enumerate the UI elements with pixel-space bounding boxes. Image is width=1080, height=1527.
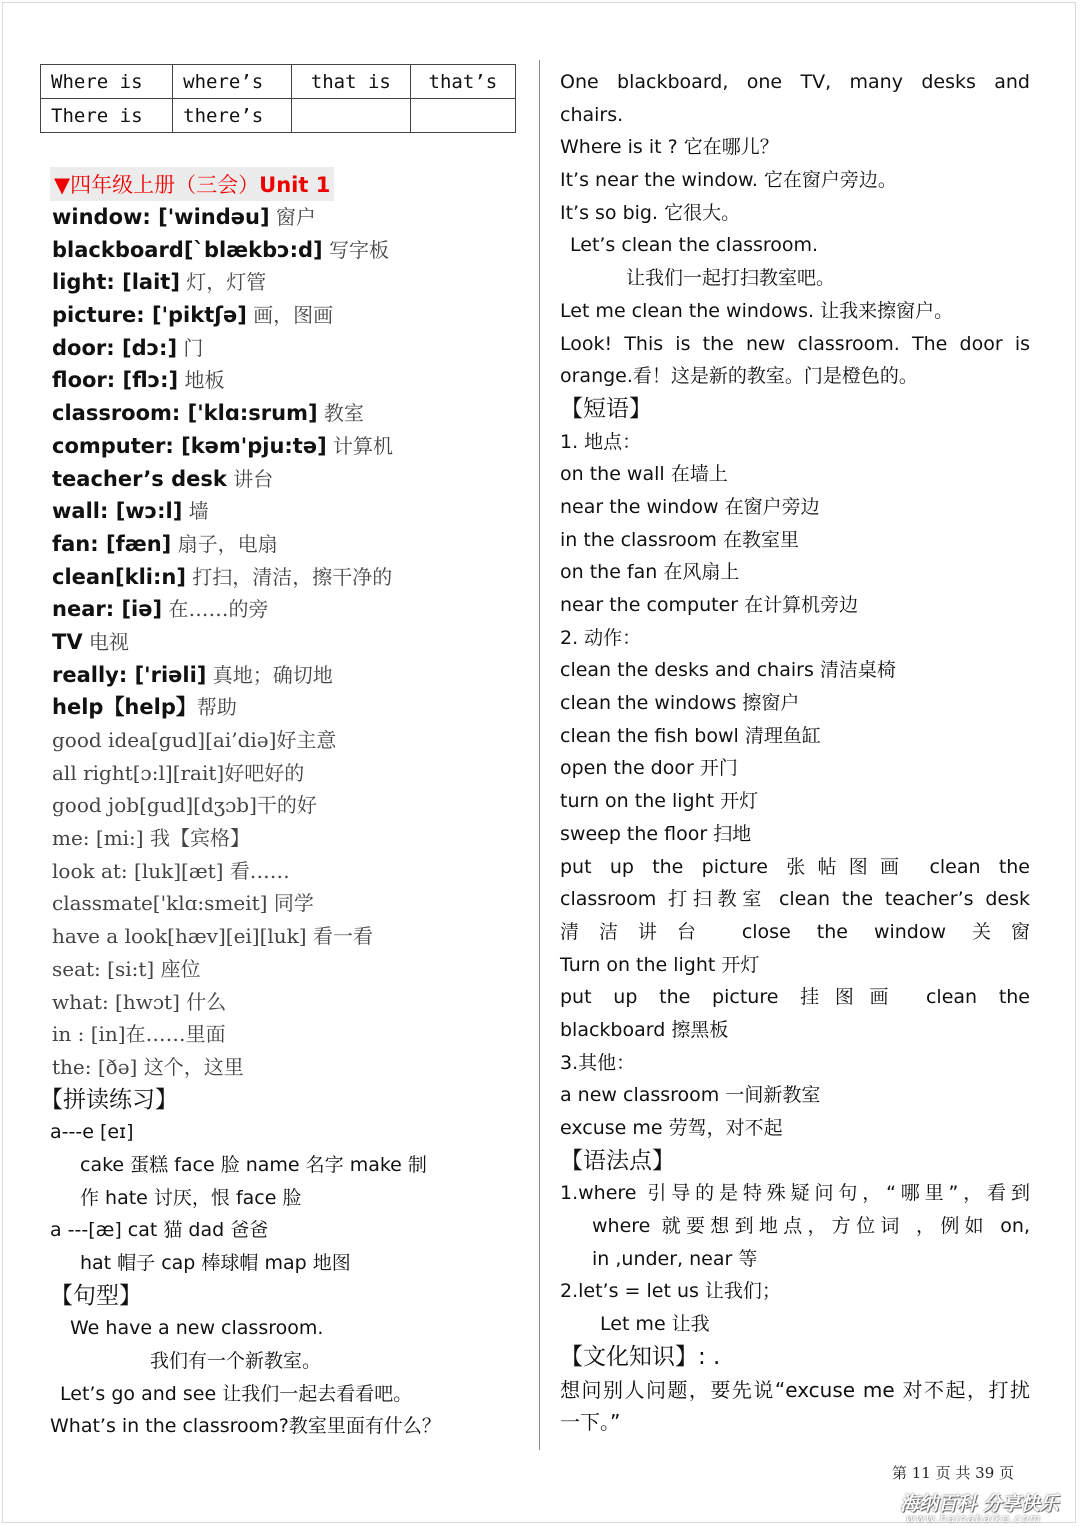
vocab-meaning: 灯，灯管 bbox=[179, 270, 267, 295]
vocab-item bbox=[52, 495, 530, 528]
sentence-line: Let’s go and see 让我们一起去看看吧。 bbox=[60, 1382, 413, 1405]
vocab-word: blackboard bbox=[52, 237, 184, 262]
vocab-phrase-item: good idea[gud][ai’diə]好主意 bbox=[52, 728, 337, 752]
phrase-line: 清洁讲台 close the window 关窗 bbox=[560, 920, 1030, 943]
vocab-item bbox=[52, 397, 530, 430]
intro-line: chairs. bbox=[560, 103, 624, 126]
phrase-line: excuse me 劳驾，对不起 bbox=[560, 1117, 783, 1139]
phrase-line: put up the picture 张帖图画 clean the bbox=[560, 855, 1030, 878]
vocab-item bbox=[52, 593, 530, 626]
spelling-section bbox=[40, 1084, 530, 1280]
phrase-line: on the fan 在风扇上 bbox=[560, 561, 740, 584]
left-column bbox=[40, 64, 530, 1443]
vocab-meaning: 门 bbox=[177, 335, 204, 360]
phrase-line: Turn on the light 开灯 bbox=[560, 953, 760, 976]
vocab-phonetic: [dɔ:] bbox=[121, 335, 178, 360]
phrase-line: 3.其他： bbox=[560, 1051, 636, 1074]
right-column bbox=[560, 66, 1030, 1439]
vocab-phonetic: ['klɑ:srum] bbox=[187, 401, 318, 426]
vocab-phonetic: [wɔ:l] bbox=[115, 499, 183, 524]
vocab-item bbox=[52, 463, 530, 496]
phrase-line: 2. 动作： bbox=[560, 626, 642, 649]
phrases-header: 【短语】 bbox=[560, 395, 652, 422]
vocab-phrase-item: seat: [si:t] 座位 bbox=[52, 956, 201, 981]
vocab-phonetic: [flɔ:] bbox=[122, 368, 179, 393]
watermark-logo-text: 海纳百科 分享快乐 bbox=[900, 1493, 1059, 1515]
vocab-item bbox=[52, 659, 530, 692]
vocab-word: window bbox=[52, 205, 143, 229]
intro-line: Let’s clean the classroom. bbox=[570, 234, 819, 257]
unit-title bbox=[50, 167, 334, 201]
table-cell: that’s bbox=[410, 65, 515, 99]
vocab-item bbox=[52, 430, 530, 463]
vocab-word: light bbox=[52, 270, 107, 295]
vocab-separator: : bbox=[118, 662, 135, 687]
vocab-meaning: 写字板 bbox=[322, 237, 390, 262]
table-row bbox=[41, 65, 516, 99]
vocab-meaning: 地板 bbox=[178, 368, 225, 393]
phrase-line: put up the picture 挂图画 clean the bbox=[560, 986, 1030, 1009]
vocab-separator: : bbox=[106, 368, 123, 393]
spelling-header: 【拼读练习】 bbox=[40, 1086, 178, 1113]
vocab-word: computer bbox=[52, 433, 166, 458]
vocab-word: help bbox=[52, 695, 104, 720]
vocab-separator: : bbox=[105, 597, 122, 622]
vocab-meaning: 打扫，清洁，擦干净的 bbox=[185, 564, 393, 589]
spelling-line: cake 蛋糕 face 脸 name 名字 make 制 bbox=[80, 1153, 427, 1176]
vocab-item bbox=[52, 299, 530, 332]
grammar-line: 2.let’s = let us 让我们； bbox=[560, 1280, 781, 1303]
vocab-phrase-item: me: [mi:] 我【宾格】 bbox=[52, 826, 250, 851]
vocab-item bbox=[52, 234, 530, 267]
vocab-word: TV bbox=[52, 629, 83, 654]
spelling-line: 作 hate 讨厌，恨 face 脸 bbox=[80, 1186, 302, 1209]
phrase-line: turn on the light 开灯 bbox=[560, 790, 759, 813]
culture-line: 想问别人问题，要先说“excuse me 对不起，打扰 bbox=[560, 1377, 1030, 1402]
vocab-separator: : bbox=[142, 205, 159, 229]
vocab-item bbox=[52, 626, 530, 659]
vocab-separator: : bbox=[106, 270, 123, 295]
grammar-line: 1.where 引导的是特殊疑问句，“哪里”，看到 bbox=[560, 1182, 1030, 1205]
table-cell: where’s bbox=[173, 65, 292, 99]
vocab-item bbox=[52, 201, 530, 234]
sentences-section bbox=[40, 1280, 530, 1443]
vocab-phonetic: 【help】 bbox=[103, 695, 197, 720]
intro-line: It’s near the window. 它在窗户旁边。 bbox=[560, 169, 897, 192]
vocab-phonetic: ['windəu] bbox=[158, 205, 270, 229]
vocab-meaning: 讲台 bbox=[226, 466, 274, 491]
vocab-word: teacher’s desk bbox=[52, 466, 227, 491]
table-cell: Where is bbox=[41, 65, 173, 99]
vocab-phrase-item: what: [hwɔt] 什么 bbox=[52, 989, 227, 1014]
vocab-meaning: 在……的旁 bbox=[162, 597, 269, 622]
vocab-phrase-item: all right[ɔ:l][rait]好吧好的 bbox=[52, 760, 305, 785]
vocab-phrase-item: look at: [luk][æt] 看…… bbox=[52, 858, 290, 883]
grammar-line: in ,under, near 等 bbox=[592, 1247, 758, 1270]
table-cell bbox=[291, 99, 410, 133]
intro-line: Let me clean the windows. 让我来擦窗户。 bbox=[560, 299, 954, 322]
grammar-line: where 就要想到地点，方位词 ，例如 on, bbox=[592, 1215, 1030, 1238]
vocab-phonetic: [`blækbɔ:d] bbox=[183, 237, 323, 262]
vocab-meaning: 计算机 bbox=[326, 433, 394, 458]
culture-line: 一下。” bbox=[560, 1410, 621, 1435]
intro-line: One blackboard, one TV, many desks and bbox=[560, 71, 1030, 93]
phrase-line: classroom 打扫教室 clean the teacher’s desk bbox=[560, 888, 1030, 911]
vocab-word: near bbox=[52, 597, 106, 622]
vocab-separator: : bbox=[90, 531, 106, 556]
vocab-phrase-item: the: [ðə] 这个，这里 bbox=[52, 1054, 244, 1079]
phrase-line: open the door 开门 bbox=[560, 757, 738, 780]
vocab-separator: : bbox=[171, 401, 188, 426]
sentence-line: What’s in the classroom?教室里面有什么？ bbox=[50, 1415, 441, 1438]
vocab-meaning: 真地；确切地 bbox=[206, 662, 333, 687]
grammar-line: Let me 让我 bbox=[600, 1313, 710, 1336]
table-cell: that is bbox=[291, 65, 410, 99]
spelling-line: a---e [eɪ] bbox=[50, 1121, 134, 1144]
phrase-line: near the computer 在计算机旁边 bbox=[560, 594, 859, 616]
contraction-table bbox=[40, 64, 516, 133]
vocab-phonetic: [kli:n] bbox=[115, 564, 186, 589]
vocab-word: door bbox=[52, 335, 107, 360]
vocab-phonetic: [kəm'pju:tə] bbox=[181, 433, 327, 458]
phrase-line: a new classroom 一间新教室 bbox=[560, 1084, 821, 1107]
vocab-phrase-item: good job[gud][dʒɔb]干的好 bbox=[52, 793, 317, 818]
vocab-meaning: 教室 bbox=[317, 401, 364, 426]
culture-header: 【文化知识】: . bbox=[560, 1343, 721, 1370]
intro-line: Look! This is the new classroom. The door is bbox=[560, 332, 1030, 355]
vocab-item bbox=[52, 332, 530, 365]
vocab-word: picture bbox=[52, 303, 137, 328]
vocab-phonetic: [iə] bbox=[121, 597, 163, 622]
intro-line: Where is it ? 它在哪儿？ bbox=[560, 136, 779, 159]
vocab-separator: : bbox=[136, 303, 152, 328]
phrase-line: clean the desks and chairs 清洁桌椅 bbox=[560, 659, 896, 682]
vocabulary-list-2 bbox=[52, 724, 530, 1084]
vocab-item bbox=[52, 528, 530, 561]
vocab-separator: : bbox=[106, 335, 122, 360]
vocab-meaning: 帮助 bbox=[196, 695, 237, 720]
phrase-line: 1. 地点： bbox=[560, 430, 642, 453]
phrase-line: in the classroom 在教室里 bbox=[560, 528, 799, 551]
column-divider bbox=[539, 60, 540, 1450]
vocab-phonetic: [lait] bbox=[122, 270, 180, 295]
vocab-item bbox=[52, 561, 530, 594]
spelling-line: a ---[æ] cat 猫 dad 爸爸 bbox=[50, 1219, 269, 1242]
vocab-meaning: 扇子，电扇 bbox=[171, 531, 278, 556]
vocab-word: wall bbox=[52, 499, 100, 524]
vocab-phonetic: ['piktʃə] bbox=[152, 303, 247, 328]
vocab-phrase-item: classmate['klɑ:smeit] 同学 bbox=[52, 891, 314, 916]
intro-section bbox=[560, 66, 1030, 393]
vocab-item bbox=[52, 266, 530, 299]
phrase-line: near the window 在窗户旁边 bbox=[560, 495, 820, 518]
vocab-separator: : bbox=[165, 433, 182, 458]
vocab-word: clean bbox=[52, 564, 116, 589]
phrase-line: on the wall 在墙上 bbox=[560, 463, 728, 486]
watermark-url: www.hainabaike.com bbox=[906, 1512, 1042, 1525]
phrases-list bbox=[560, 426, 1030, 1145]
vocabulary-list bbox=[52, 201, 530, 724]
phrase-line: clean the windows 擦窗户 bbox=[560, 692, 800, 715]
vocab-meaning: 窗户 bbox=[269, 205, 316, 229]
sentences-header: 【句型】 bbox=[50, 1282, 142, 1309]
spelling-line: hat 帽子 cap 棒球帽 map 地图 bbox=[80, 1252, 351, 1274]
intro-line: orange.看！这是新的教室。门是橙色的。 bbox=[560, 365, 918, 388]
intro-line: 让我们一起打扫教室吧。 bbox=[626, 267, 836, 290]
table-cell: There is bbox=[41, 99, 173, 133]
vocab-word: really bbox=[52, 662, 119, 687]
vocab-phrase-item: in : [in]在……里面 bbox=[52, 1022, 226, 1047]
phrase-line: blackboard 擦黑板 bbox=[560, 1018, 729, 1041]
vocab-item bbox=[52, 364, 530, 397]
vocab-phonetic: [fæn] bbox=[105, 531, 172, 556]
intro-line: It’s so big. 它很大。 bbox=[560, 201, 741, 224]
sentence-line: 我们有一个新教室。 bbox=[150, 1350, 322, 1373]
table-cell: there’s bbox=[173, 99, 292, 133]
vocab-word: classroom bbox=[52, 401, 172, 426]
vocab-word: floor bbox=[52, 368, 107, 393]
phrase-line: sweep the floor 扫地 bbox=[560, 822, 752, 845]
page-number: 第 11 页 共 39 页 bbox=[892, 1464, 1015, 1482]
unit-title-unit: Unit 1 bbox=[259, 173, 331, 197]
vocab-separator: : bbox=[99, 499, 116, 524]
grammar-header: 【语法点】 bbox=[560, 1147, 675, 1174]
table-cell bbox=[410, 99, 515, 133]
phrase-line: clean the fish bowl 清理鱼缸 bbox=[560, 724, 821, 747]
vocab-item bbox=[52, 691, 530, 724]
vocab-phrase-item: have a look[hæv][ei][luk] 看一看 bbox=[52, 924, 373, 949]
sentence-line: We have a new classroom. bbox=[70, 1317, 324, 1340]
vocab-phonetic: ['riəli] bbox=[134, 662, 207, 687]
table-row bbox=[41, 99, 516, 133]
unit-title-prefix: ▼四年级上册（三会） bbox=[54, 173, 260, 197]
vocab-meaning: 墙 bbox=[182, 499, 209, 524]
vocab-meaning: 画，图画 bbox=[246, 303, 334, 328]
vocab-word: fan bbox=[52, 531, 91, 556]
vocab-meaning: 电视 bbox=[82, 629, 129, 654]
